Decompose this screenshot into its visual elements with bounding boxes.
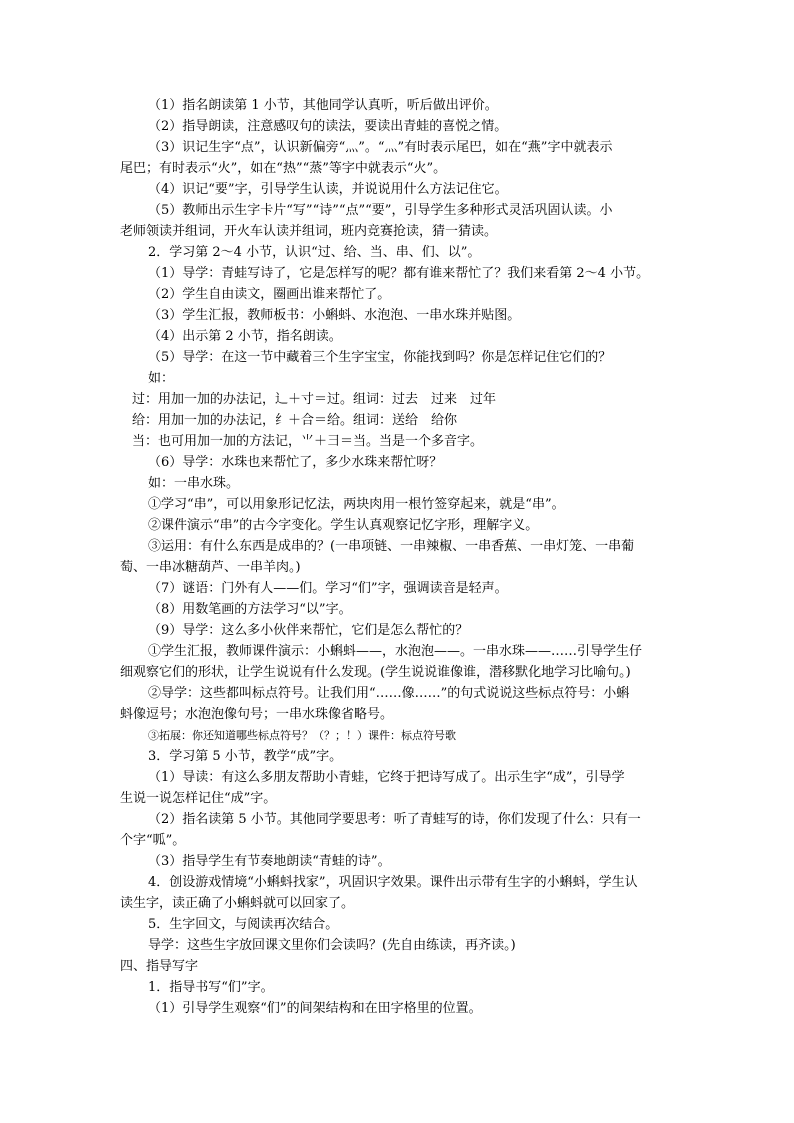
text-line: 过：用加一加的办法记，辶＋寸＝过。组词：过去 过来 过年 xyxy=(132,392,497,407)
text-line: （5）教师出示生字卡片“写”“诗”“点”“要”，引导学生多种形式灵活巩固认读。小 xyxy=(148,203,613,218)
document-body xyxy=(120,95,676,1019)
text-line: 导学：这些生字放回课文里你们会读吗？(先自由练读，再齐读。) xyxy=(148,938,516,953)
text-line: 萄、一串冰糖葫芦、一串羊肉。) xyxy=(120,560,301,575)
text-line: （4）识记“要”字，引导学生认读，并说说用什么方法记住它。 xyxy=(148,182,508,197)
text-line: （1）导学：青蛙写诗了，它是怎样写的呢？都有谁来帮忙了？我们来看第 2～4 小节。 xyxy=(148,266,650,281)
text-line: （2）指导朗读，注意感叹句的读法，要读出青蛙的喜悦之情。 xyxy=(148,119,508,134)
text-line: （4）出示第 2 小节，指名朗读。 xyxy=(148,329,342,344)
text-line: ③拓展：你还知道哪些标点符号？（？；！）课件：标点符号歌 xyxy=(148,729,456,742)
text-line: （5）导学：在这一节中藏着三个生字宝宝，你能找到吗？你是怎样记住它们的？ xyxy=(148,350,612,365)
text-line: 1．指导书写“们”字。 xyxy=(148,980,274,995)
text-line: （1）导读：有这么多朋友帮助小青蛙，它终于把诗写成了。出示生字“成”，引导学 xyxy=(148,770,625,785)
text-line: 蚪像逗号；水泡泡像句号；一串水珠像省略号。 xyxy=(120,707,394,722)
text-line: ②导学：这些都叫标点符号。让我们用“……像……”的句式说说这些标点符号：小蝌 xyxy=(148,686,630,701)
text-line: （6）导学：水珠也来帮忙了，多少水珠来帮忙呀？ xyxy=(148,455,443,470)
text-line: 如：一串水珠。 xyxy=(148,476,240,491)
text-line: 3．学习第 5 小节，教学“成”字。 xyxy=(148,749,343,764)
text-line: ③运用：有什么东西是成串的？(一串项链、一串辣椒、一串香蕉、一串灯笼、一串葡 xyxy=(148,539,635,554)
text-line: 当：也可用加一加的方法记，⺌＋⺕＝当。当是一个多音字。 xyxy=(132,434,484,449)
text-line: 老师领读并组词，开火车认读并组词，班内竞赛抢读，猜一猜读。 xyxy=(120,224,498,239)
text-line: 5．生字回文，与阅读再次结合。 xyxy=(148,917,339,932)
text-line: ②课件演示“串”的古今字变化。学生认真观察记忆字形，理解字义。 xyxy=(148,518,539,533)
text-line: （1）指名朗读第 1 小节，其他同学认真听，听后做出评价。 xyxy=(148,98,498,113)
text-line: （3）学生汇报，教师板书：小蝌蚪、水泡泡、一串水珠并贴图。 xyxy=(148,308,521,323)
text-line: ①学习“串”，可以用象形记忆法，两块肉用一根竹签穿起来，就是“串”。 xyxy=(148,497,565,512)
text-line: （9）导学：这么多小伙伴来帮忙，它们是怎么帮忙的？ xyxy=(148,623,469,638)
text-line: 生说一说怎样记住“成”字。 xyxy=(120,791,277,806)
text-line: 细观察它们的形状，让学生说说有什么发现。(学生说说谁像谁，潜移默化地学习比喻句。) xyxy=(120,665,631,680)
text-line: （3）指导学生有节奏地朗读“青蛙的诗”。 xyxy=(148,854,391,869)
text-line: （2）学生自由读文，圈画出谁来帮忙了。 xyxy=(148,287,391,302)
text-line: 4．创设游戏情境“小蝌蚪找家”，巩固识字效果。课件出示带有生字的小蝌蚪，学生认 xyxy=(148,875,638,890)
text-line: （3）识记生字“点”，认识新偏旁“灬”。“灬”有时表示尾巴，如在“燕”字中就表示 xyxy=(148,140,613,155)
text-line: ①学生汇报，教师课件演示：小蝌蚪——，水泡泡——。一串水珠——……引导学生仔 xyxy=(148,644,643,659)
text-line: 尾巴；有时表示“火”，如在“热”“蒸”等字中就表示“火”。 xyxy=(120,161,447,176)
text-line: （7）谜语：门外有人——们。学习“们”字，强调读音是轻声。 xyxy=(148,581,508,596)
text-line: （8）用数笔画的方法学习“以”字。 xyxy=(148,602,352,617)
text-line: 读生字，读正确了小蝌蚪就可以回家了。 xyxy=(120,896,355,911)
text-line: 如： xyxy=(148,371,175,386)
text-line: 四、指导写字 xyxy=(120,959,199,974)
text-line: 个字“呱”。 xyxy=(120,833,186,848)
text-line: （2）指名读第 5 小节。其他同学要思考：听了青蛙写的诗，你们发现了什么：只有一 xyxy=(148,812,641,827)
text-line: （1）引导学生观察“们”的间架结构和在田字格里的位置。 xyxy=(148,1001,482,1016)
text-line: 给：用加一加的办法记，纟＋合＝给。组词：送给 给你 xyxy=(132,413,458,428)
text-line: 2．学习第 2～4 小节，认识“过、给、当、串、们、以”。 xyxy=(148,245,481,260)
